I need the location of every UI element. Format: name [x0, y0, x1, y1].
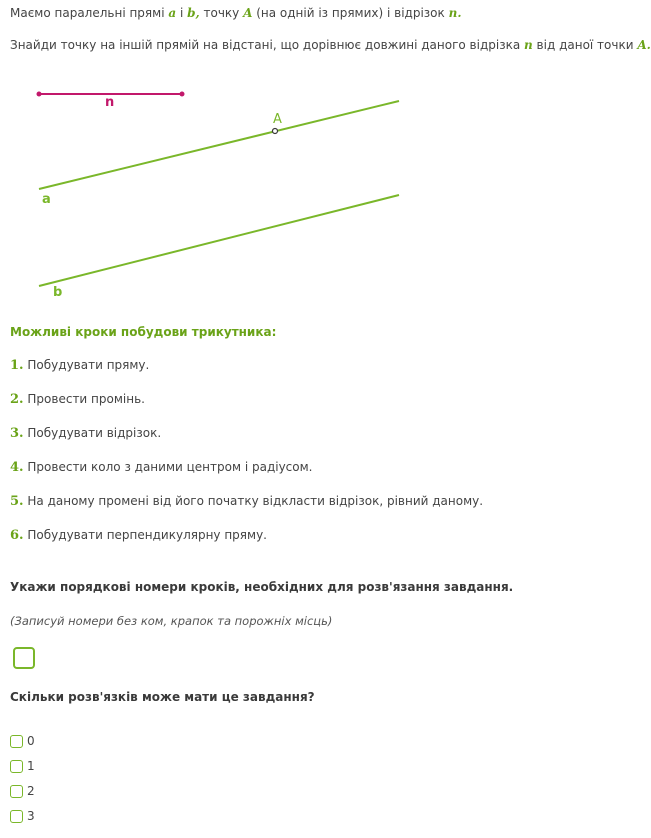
question-2-prompt: Скільки розв'язків може мати це завдання? — [10, 690, 315, 704]
intro-text: (на одній із прямих) і відрізок — [252, 6, 449, 20]
step-number: 4. — [10, 460, 24, 475]
intro-text: від даної точки — [532, 38, 638, 52]
step-number: 6. — [10, 528, 24, 543]
point-A — [273, 129, 278, 134]
option-label: 1 — [27, 759, 35, 773]
intro-paragraph-1 — [10, 6, 462, 20]
line-a — [39, 101, 399, 189]
construction-figure — [0, 80, 420, 305]
step-item — [10, 494, 483, 509]
option-label: 2 — [27, 784, 35, 798]
option-1[interactable] — [10, 758, 35, 774]
step-number: 5. — [10, 494, 24, 509]
segment-n-endpoint — [180, 92, 185, 97]
step-text: Провести промінь. — [27, 392, 145, 406]
intro-text: точку — [199, 6, 244, 20]
step-text: Провести коло з даними центром і радіусом. — [27, 460, 313, 474]
line-b — [39, 195, 399, 286]
step-item — [10, 358, 149, 373]
var-n: n — [524, 38, 533, 52]
var-a: a — [168, 6, 177, 20]
checkbox[interactable] — [10, 735, 23, 748]
option-label: 3 — [27, 809, 35, 823]
step-text: Побудувати відрізок. — [27, 426, 162, 440]
intro-text: і — [176, 6, 188, 20]
var-n: n. — [448, 6, 462, 20]
question-1-hint: (Записуй номери без ком, крапок та порожніх місць) — [10, 614, 333, 628]
checkbox[interactable] — [10, 760, 23, 773]
answer-input[interactable] — [13, 647, 35, 669]
step-text: На даному промені від його початку відкласти відрізок, рівний даному. — [27, 494, 484, 508]
option-2[interactable] — [10, 783, 35, 799]
steps-heading: Можливі кроки побудови трикутника: — [10, 325, 277, 339]
option-label: 0 — [27, 734, 35, 748]
step-number: 2. — [10, 392, 24, 407]
checkbox[interactable] — [10, 810, 23, 823]
line-a-label: a — [42, 192, 51, 207]
option-0[interactable] — [10, 733, 35, 749]
var-b: b, — [187, 6, 200, 20]
step-item — [10, 528, 267, 543]
point-A-label: A — [273, 112, 282, 127]
step-item — [10, 392, 145, 407]
checkbox[interactable] — [10, 785, 23, 798]
segment-n-endpoint — [37, 92, 42, 97]
line-b-label: b — [53, 285, 63, 300]
intro-paragraph-2 — [10, 38, 651, 52]
question-1-prompt: Укажи порядкові номери кроків, необхідних для розв'язання завдання. — [10, 580, 514, 594]
var-A: A. — [637, 38, 651, 52]
var-A: A — [243, 6, 253, 20]
step-number: 3. — [10, 426, 24, 441]
segment-n-label: n — [105, 95, 115, 110]
step-text: Побудувати перпендикулярну пряму. — [27, 528, 267, 542]
intro-text: Маємо паралельні прямі — [10, 6, 169, 20]
intro-text: Знайди точку на іншій прямій на відстані, що дорівнює довжині даного відрізка — [10, 38, 524, 52]
option-3[interactable] — [10, 808, 35, 824]
step-text: Побудувати пряму. — [27, 358, 150, 372]
step-item — [10, 460, 313, 475]
step-number: 1. — [10, 358, 24, 373]
step-item — [10, 426, 161, 441]
